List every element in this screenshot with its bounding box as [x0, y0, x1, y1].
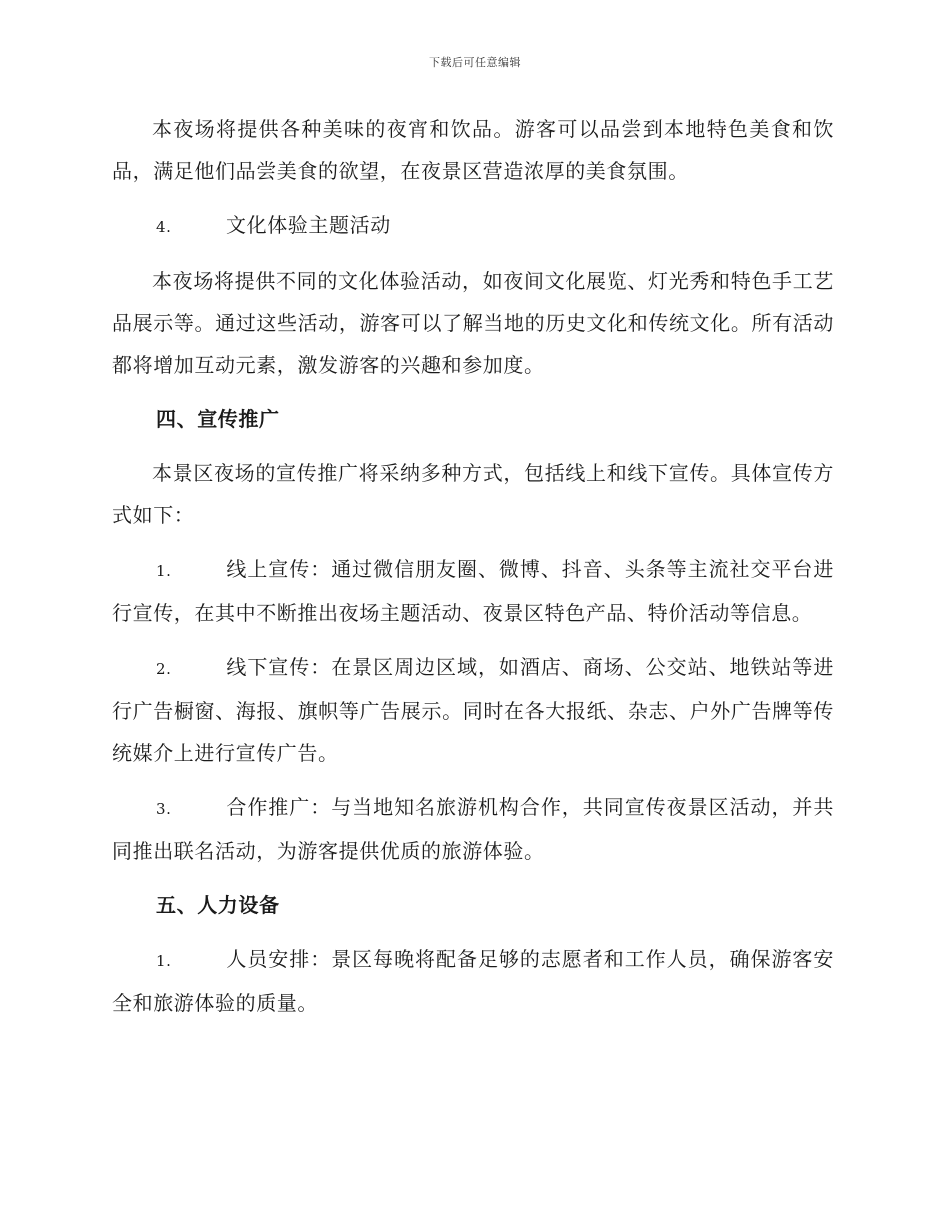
- section-heading-staffing: 五、人力设备: [156, 893, 280, 917]
- list-item-text: 线上宣传：通过微信朋友圈、微博、抖音、头条等主流社交平台进行宣传，在其中不断推出夜场主题活动、夜景区特色产品、特价活动等信息。: [112, 557, 834, 625]
- page-header: 下载后可任意编辑: [429, 56, 521, 69]
- list-item-text: 线下宣传：在景区周边区域，如酒店、商场、公交站、地铁站等进行广告橱窗、海报、旗帜等广告展示。同时在各大报纸、杂志、户外广告牌等传统媒介上进行宣传广告。: [112, 655, 834, 765]
- list-number: 2.: [156, 660, 172, 678]
- paragraph-food: 本夜场将提供各种美味的夜宵和饮品。游客可以品尝到本地特色美食和饮品，满足他们品尝美食的欲望，在夜景区营造浓厚的美食氛围。: [112, 117, 834, 183]
- document-body: [112, 108, 834, 1024]
- list-item-text: 人员安排：景区每晚将配备足够的志愿者和工作人员，确保游客安全和旅游体验的质量。: [112, 947, 834, 1015]
- list-item-culture: [112, 204, 834, 248]
- list-number: 4.: [156, 218, 172, 236]
- list-item-partnership: [112, 786, 834, 872]
- paragraph-culture: 本夜场将提供不同的文化体验活动，如夜间文化展览、灯光秀和特色手工艺品展示等。通过这些活动，游客可以了解当地的历史文化和传统文化。所有活动都将增加互动元素，激发游客的兴趣和参加度。: [112, 269, 834, 377]
- list-number: 1.: [156, 562, 172, 580]
- list-number: 1.: [156, 952, 172, 970]
- list-item-text: 合作推广：与当地知名旅游机构合作，共同宣传夜景区活动，并共同推出联名活动，为游客提供优质的旅游体验。: [112, 795, 834, 863]
- paragraph-promotion-intro: 本景区夜场的宣传推广将采纳多种方式，包括线上和线下宣传。具体宣传方式如下：: [112, 461, 834, 527]
- list-item-offline: [112, 646, 834, 774]
- list-number: 3.: [156, 800, 172, 818]
- list-item-staff: [112, 938, 834, 1024]
- list-item-text: 文化体验主题活动: [226, 213, 391, 237]
- list-item-online: [112, 548, 834, 634]
- section-heading-promotion: 四、宣传推广: [156, 407, 280, 431]
